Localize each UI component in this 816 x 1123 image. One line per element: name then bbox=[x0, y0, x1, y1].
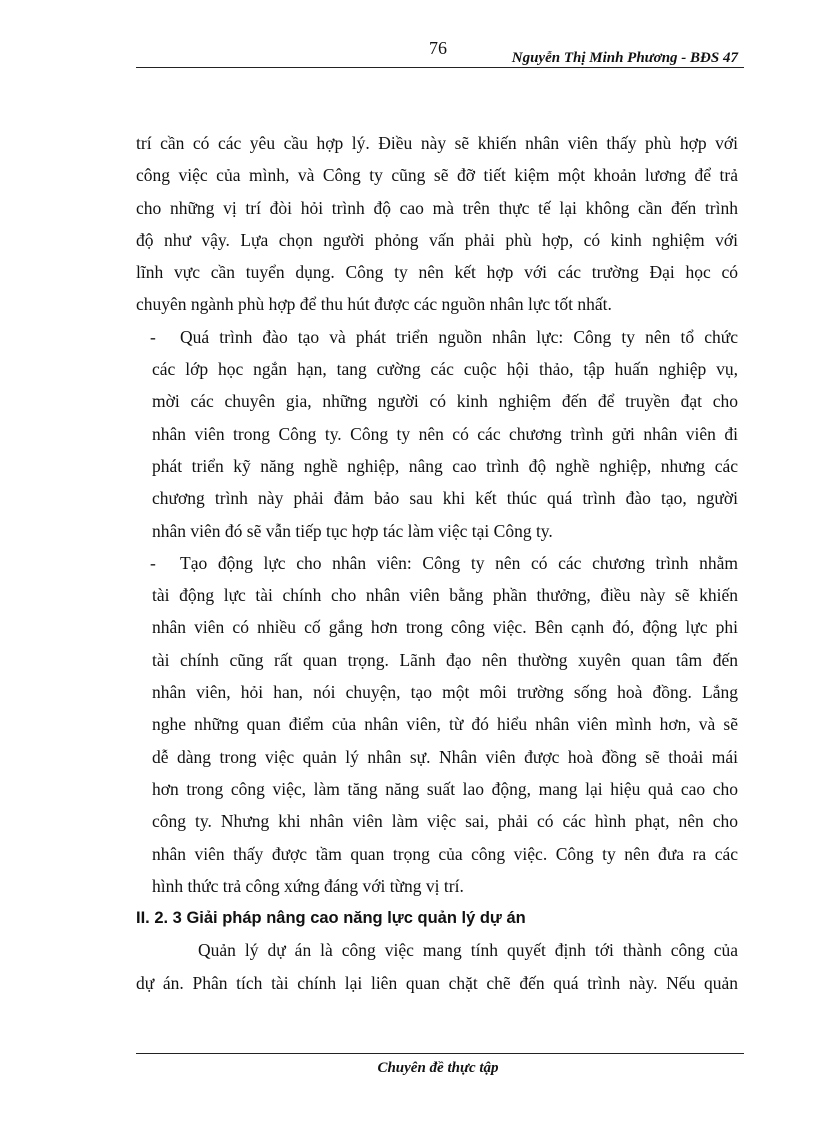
text-line: chương trình này phải đảm bảo sau khi kết thúc quá trình đào tạo, người bbox=[152, 488, 738, 509]
text-line: tài chính cũng rất quan trọng. Lãnh đạo nên thường xuyên quan tâm đến bbox=[152, 649, 738, 670]
bullet-dash: - bbox=[150, 326, 156, 347]
text-line: dự án. Phân tích tài chính lại liên quan chặt chẽ đến quá trình này. Nếu quản bbox=[136, 972, 738, 993]
bullet-item-training bbox=[136, 321, 738, 353]
header-author: Nguyễn Thị Minh Phương - BĐS 47 bbox=[511, 50, 738, 66]
text-line: dễ dàng trong việc quản lý nhân sự. Nhân viên được hoà đồng sẽ thoải mái bbox=[152, 746, 738, 767]
text-line: nhân viên có nhiều cố gắng hơn trong công việc. Bên cạnh đó, động lực phi bbox=[152, 617, 738, 638]
text-line: các lớp học ngắn hạn, tang cường các cuộc hội thảo, tập huấn nghiệp vụ, bbox=[152, 359, 738, 380]
text-line: Tạo động lực cho nhân viên: Công ty nên có các chương trình nhằm bbox=[180, 552, 738, 573]
text-line: phát triển kỹ năng nghề nghiệp, nâng cao trình độ nghề nghiệp, nhưng các bbox=[152, 455, 738, 476]
footer-text: Chuyên đề thực tập bbox=[377, 1060, 499, 1076]
text-line: cho những vị trí đòi hỏi trình độ cao mà trên thực tế lại không cần đến trình bbox=[136, 197, 738, 218]
text-line: chuyên ngành phù hợp để thu hút được các nguồn nhân lực tốt nhất. bbox=[136, 294, 612, 315]
text-line: công việc của mình, và Công ty cũng sẽ đỡ tiết kiệm một khoản lương để trả bbox=[136, 165, 738, 186]
text-line: hình thức trả công xứng đáng với từng vị trí. bbox=[152, 875, 464, 896]
text-line: mời các chuyên gia, những người có kinh nghiệm đến để truyền đạt cho bbox=[152, 391, 738, 412]
text-line: Quá trình đào tạo và phát triển nguồn nhân lực: Công ty nên tổ chức bbox=[180, 326, 738, 347]
header-rule bbox=[136, 67, 744, 68]
text-line: hơn trong công việc, làm tăng năng suất lao động, mang lại hiệu quả cao cho bbox=[152, 778, 738, 799]
footer-rule bbox=[136, 1053, 744, 1054]
text-line: nhân viên trong Công ty. Công ty nên có các chương trình gửi nhân viên đi bbox=[152, 423, 738, 444]
section-heading: II. 2. 3 Giải pháp nâng cao năng lực quản lý dự án bbox=[136, 909, 526, 928]
text-line: Quản lý dự án là công việc mang tính quyết định tới thành công của bbox=[198, 940, 738, 961]
body-text bbox=[136, 127, 738, 999]
text-line: lĩnh vực cần tuyển dụng. Công ty nên kết hợp với các trường Đại học có bbox=[136, 262, 738, 283]
text-line: nhân viên thấy được tầm quan trọng của công việc. Công ty nên đưa ra các bbox=[152, 843, 738, 864]
bullet-item-motivation bbox=[136, 547, 738, 579]
text-line: nhân viên, hỏi han, nói chuyện, tạo một môi trường sống hoà đồng. Lắng bbox=[152, 682, 738, 703]
text-line: tài động lực tài chính cho nhân viên bằng phần thưởng, điều này sẽ khiến bbox=[152, 585, 738, 606]
bullet-dash: - bbox=[150, 552, 156, 573]
page-number: 76 bbox=[429, 38, 447, 58]
text-line: công ty. Nhưng khi nhân viên làm việc sai, phải có các hình phạt, nên cho bbox=[152, 811, 738, 832]
text-line: độ như vậy. Lựa chọn người phỏng vấn phải phù hợp, có kinh nghiệm với bbox=[136, 229, 738, 250]
text-line: nghe những quan điểm của nhân viên, từ đó hiểu nhân viên mình hơn, và sẽ bbox=[152, 714, 738, 735]
text-line: nhân viên đó sẽ vẫn tiếp tục hợp tác làm việc tại Công ty. bbox=[152, 520, 553, 541]
text-line: trí cần có các yêu cầu hợp lý. Điều này sẽ khiến nhân viên thấy phù hợp với bbox=[136, 133, 738, 153]
